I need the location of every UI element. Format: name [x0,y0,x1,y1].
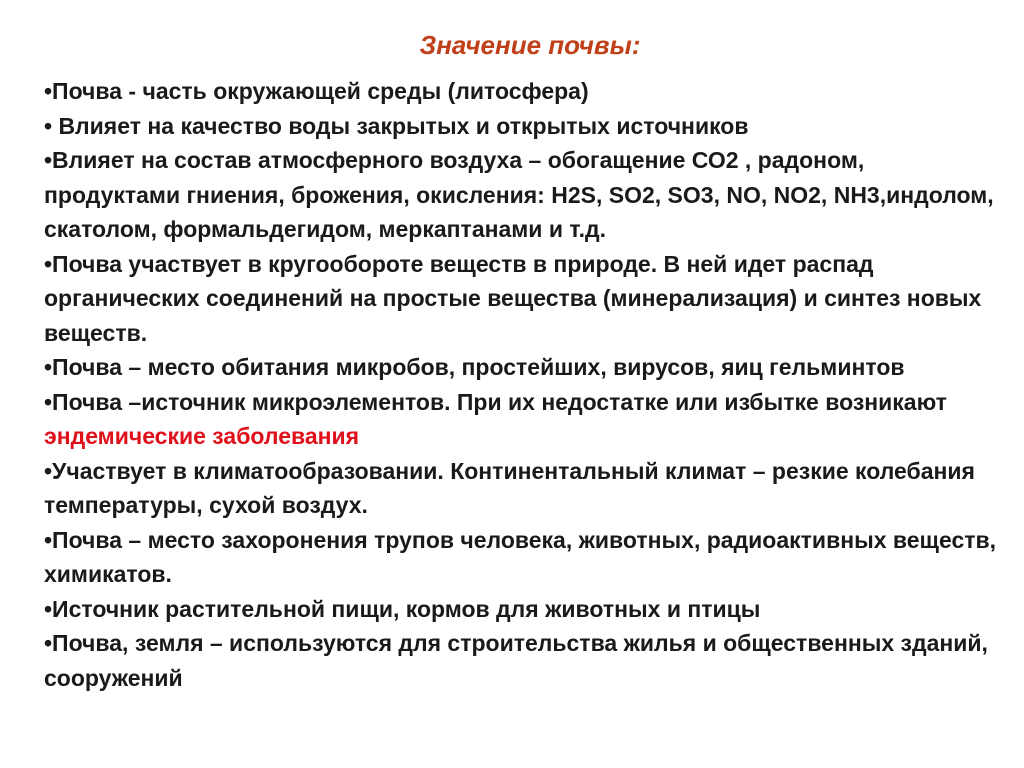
bullet-text: •Источник растительной пищи, кормов для животных и птицы [44,595,761,622]
bullet-item [44,143,1004,247]
bullet-item [44,523,1004,592]
bullet-item [44,74,1004,109]
slide-title: Значение почвы: [419,30,641,60]
bullet-text: •Почва - часть окружающей среды (литосфера) [44,78,589,104]
bullet-text: •Участвует в климатообразовании. Континентальный климат – резкие колебания температуры, сухой воздух. [44,457,975,518]
bullet-text: •Влияет на состав атмосферного воздуха – обогащение СО2 , радоном, продуктами гниения, брожения, окисления: H2S, SO2, SO3, NO, NO2, NH3,индолом, скатолом, формальдегидом, меркаптанами и т.д. [44,147,994,242]
bullet-item [44,626,1004,695]
bullet-item [44,109,1004,144]
bullet-text: • Влияет на качество воды закрытых и открытых источников [44,112,749,139]
bullet-list [44,74,1004,695]
bullet-text: •Почва – место захоронения трупов человека, животных, радиоактивных веществ, химикатов. [44,526,997,587]
bullet-text: •Почва –источник микроэлементов. При их недостатке или избытке возникают [44,388,947,415]
bullet-item [44,350,1004,385]
bullet-item [44,385,1004,454]
bullet-text: •Почва участвует в кругообороте веществ в природе. В ней идет распад органических соединений на простые вещества (минерализация) и синтез новых веществ. [44,250,982,346]
bullet-item [44,247,1004,351]
highlighted-term: эндемические заболевания [44,423,360,449]
bullet-text: •Почва, земля – используются для строительства жилья и общественных зданий, сооружений [44,630,988,691]
bullet-item [44,454,1004,523]
bullet-item [44,592,1004,627]
bullet-text: •Почва – место обитания микробов, простейших, вирусов, яиц гельминтов [44,354,905,380]
